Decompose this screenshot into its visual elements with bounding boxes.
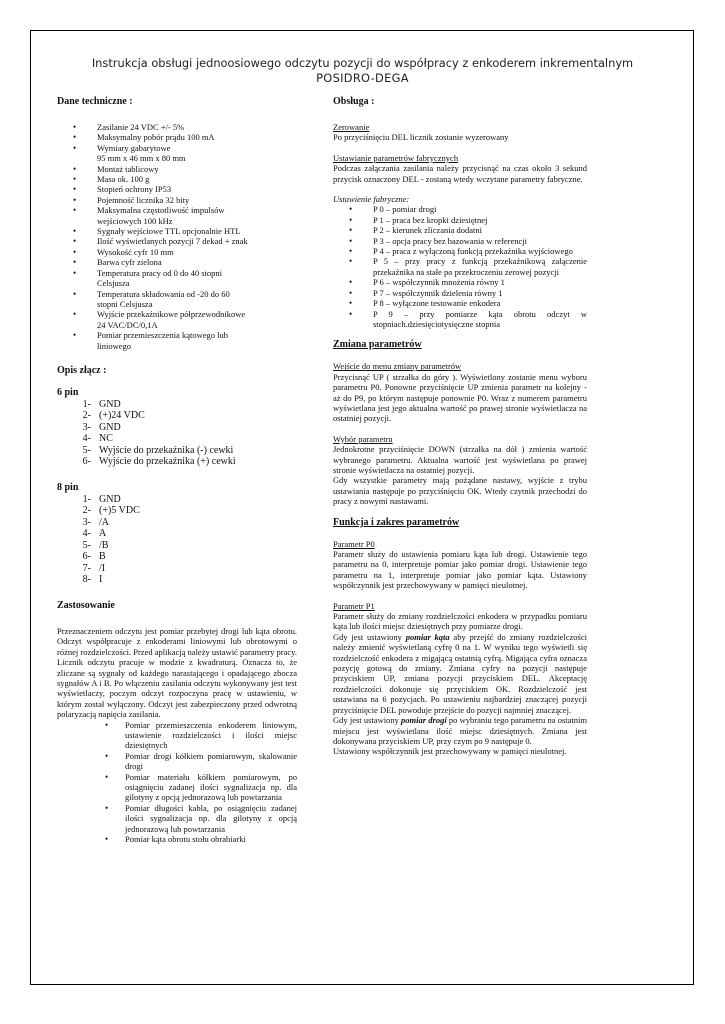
list-item: 6- Wyjście do przekaźnika (+) cewki: [82, 456, 236, 468]
list-item: 3- /A: [82, 516, 109, 528]
pin6-heading: 6 pin: [57, 386, 79, 398]
list-item: • P 1 – praca bez kropki dziesiętnej: [333, 215, 587, 225]
p1-text-memory: Ustawiony współczynnik jest przechowywany w pamięci nieulotnej.: [333, 746, 567, 757]
p1-text: Parametr służy do zmiany rozdzielczości enkodera w przypadku pomiaru kąta lub ilości miejsc dziesiętnych przy pomiarze drogi.: [333, 611, 587, 632]
list-item: 1- GND: [82, 493, 121, 505]
list-item: • P 4 – praca z wyłączoną funkcją przekaźnika wyjściowego: [333, 246, 587, 256]
list-item: • P 2 – kierunek zliczania dodatni: [333, 225, 587, 235]
p1-title: Parametr P1: [333, 600, 375, 611]
list-item: • Temperatura składowania od -20 do 60 stopni Celsjusza: [57, 289, 297, 310]
list-item: 7- /I: [82, 562, 106, 574]
pin8-heading: 8 pin: [57, 481, 79, 493]
change-params-heading: Zmiana parametrów: [333, 339, 422, 351]
list-item: • Ilość wyświetlanych pozycji 7 dekad + znak: [57, 236, 297, 246]
list-item: • Temperatura pracy od 0 do 40 stopni Celsjusza: [57, 268, 297, 289]
tech-heading: Dane techniczne :: [57, 96, 133, 107]
list-item: • P 7 – współczynnik dzielenia równy 1: [333, 288, 587, 298]
list-item: 8- I: [82, 574, 103, 586]
list-item: 4- A: [82, 528, 107, 540]
list-item: 4- NC: [82, 433, 113, 445]
list-item: 1- GND: [82, 398, 121, 410]
list-item: • Pomiar kąta obrotu stołu obrabiarki: [57, 834, 297, 844]
menu-text: Przycisnąć UP ( strzałka do góry ). Wyświetlony zostanie menu wyboru parametru P0. Ponowne przyciśnięcie UP zmienia parametr na kolejny - aż do P9, po którym następuje ponownie P0. Wraz z numerem parametru wyświetlana jest jego aktualna wartość po prawej stronie wyświetlacza na ostatniej pozycji.: [333, 371, 587, 424]
list-item: 5- Wyjście do przekaźnika (-) cewki: [82, 444, 234, 456]
list-item: • Pomiar materiału kółkiem pomiarowym, po osiągnięciu zadanej ilości sygnalizacja np. dla gilotyny z opcją jednorazową lub powtarzania: [57, 772, 297, 803]
list-item: 3- GND: [82, 421, 121, 433]
list-item: 2- (+)24 VDC: [82, 410, 145, 422]
choice-text: Jednokrotne przyciśnięcie DOWN (strzałka na dół ) zmienia wartość wybranego parametru. Aktualna wartość jest wyświetlana po prawej stronie wyświetlacza na ostatniej pozycji.: [333, 444, 587, 475]
right-column: [333, 96, 587, 757]
list-item: • Wymiary gabarytowe 95 mm x 46 mm x 80 mm: [57, 143, 297, 164]
tech-list: [57, 122, 297, 351]
list-item: • Stopień ochrony IP53: [57, 184, 297, 194]
list-item: • Montaż tablicowy: [57, 164, 297, 174]
factory-title: Ustawianie parametrów fabrycznych: [333, 152, 459, 163]
document-title: Instrukcja obsługi jednoosiowego odczytu pozycji do współpracy z enkoderem inkrementalnym: [91, 56, 634, 70]
use-heading: Zastosowanie: [57, 599, 115, 611]
connectors-heading: Opis złącz :: [57, 364, 107, 376]
operation-heading: Obsługa :: [333, 96, 375, 107]
factory-text: Podczas załączania zasilania należy przycisnąć na czas około 3 sekund przycisk oznaczony DEL - zostaną wtedy wczytane parametry fabryczne.: [333, 163, 587, 184]
list-item: • Zasilanie 24 VDC +/- 5%: [57, 122, 297, 132]
list-item: • Pomiar drogi kółkiem pomiarowym, skalowanie drogi: [57, 751, 297, 772]
list-item: 6- B: [82, 551, 106, 563]
pin8-list: [57, 494, 297, 586]
zero-title: Zerowanie: [333, 122, 370, 132]
use-list: [57, 720, 297, 845]
factory-list: [333, 204, 587, 329]
function-heading: Funkcja i zakres parametrów: [333, 516, 460, 528]
list-item: • Sygnały wejściowe TTL opcjonalnie HTL: [57, 226, 297, 236]
menu-title: Wejście do menu zmiany parametrów: [333, 361, 462, 372]
p1-text-distance: Gdy jest ustawiony pomiar drogi po wybraniu tego parametru na ostatnim miejscu jest wyświetlana ilość miejsc dziesiętnych. Zmiana jest dokonywana przyciskiem UP, przy czym po 9 następuje 0.: [333, 715, 587, 746]
list-item: • Pojemność licznika 32 bity: [57, 195, 297, 205]
list-item: • P 8 – wyłączone testowanie enkodera: [333, 298, 587, 308]
list-item: • P 0 – pomiar drogi: [333, 204, 587, 214]
pin6-list: [57, 399, 297, 468]
factory-list-title: Ustawienie fabryczne:: [333, 194, 410, 205]
list-item: 2- (+)5 VDC: [82, 505, 140, 517]
list-item: • Maksymalny pobór prądu 100 mA: [57, 132, 297, 142]
list-item: • P 5 – przy pracy z funkcją przekaźnikową załączenie przekaźnika na stałe po przekroczeniu zerowej pozycji: [333, 256, 587, 277]
list-item: • P 6 – współczynnik mnożenia równy 1: [333, 277, 587, 287]
zero-text: Po przyciśnięciu DEL licznik zostanie wyzerowany: [333, 132, 509, 143]
list-item: • Masa ok. 100 g: [57, 174, 297, 184]
list-item: • Pomiar długości kabla, po osiągnięciu zadanej ilości sygnalizacja np. dla gilotyny z opcją jednorazową lub powtarzania: [57, 803, 297, 834]
choice-title: Wybór parametru: [333, 433, 393, 444]
list-item: • Maksymalna częstotliwość impulsów wejściowych 100 kHz: [57, 205, 297, 226]
p0-title: Parametr P0: [333, 538, 375, 549]
list-item: • Wyjście przekaźnikowe półprzewodnikowe 24 VAC/DC/0,1A: [57, 309, 297, 330]
list-item: • Barwa cyfr zielona: [57, 257, 297, 267]
p0-text: Parametr służy do ustawienia pomiaru kąta lub drogi. Ustawienie tego parametru na 0, interpretuje pomiar jako pomiar drogi. Ustawienie tego parametru na 1, interpretuje pomiar jako pomiar kąta. Ustawiony współczynnik jest przechowywany w pamięci nieulotnej.: [333, 549, 587, 591]
list-item: • P 9 – przy pomiarze kąta obrotu odczyt w stopniach.dziesięciotysięczne stopnia: [333, 309, 587, 330]
list-item: • Pomiar przemieszczenia enkoderem liniowym, ustawienie rozdzielczości i ilości miejsc dziesiętnych: [57, 720, 297, 751]
left-column: [57, 96, 297, 844]
list-item: • Wysokość cyfr 10 mm: [57, 247, 297, 257]
use-paragraph: Przeznaczeniem odczytu jest pomiar przebytej drogi lub kąta obrotu. Odczyt współpracuje z enkoderami liniowymi lub obrotowymi o różnej rozdzielczości. Przed aplikacją należy ustawić parametry pracy. Licznik odczytu pracuje w modzie z kwadraturą. Oznacza to, że zliczane są sygnały od każdego narastającego i opadającego zbocza sygnałów A i B. Po włączeniu zasilania odczytu wykonywany jest test wyświetlaczy, poczym odczyt rozpoczyna pracę w ustawieniu, w którym został wyłączony. Odczyt jest zabezpieczony przed odwrotną polaryzacją napięcia zasilania.: [57, 625, 297, 720]
p1-text-angle: Gdy jest ustawiony pomiar kąta aby przejść do zmiany rozdzielczości należy zmienić wyświetlaną cyfrę 0 na 1. W wyniku tego wyświetli się rozdzielczość enkodera z migającą ostatnią cyfrą. Migająca cyfra oznacza pozycję gotową do zmiany. Zmiana cyfry na pozycji następuje przyciskiem UP, zmiana pozycji przyciskiem DEL. Akceptację rozdzielczości dokonuje się przyciskiem OK. Rozdzielczość jest ustawiana na 6 pozycjach. Po ustawieniu najbardziej znaczącej pozycji przyciśnięcie DEL powoduje przejście do pozycji najmniej znaczącej.: [333, 631, 587, 715]
document-subtitle: POSIDRO-DEGA: [316, 71, 409, 85]
list-item: • Pomiar przemieszczenia kątowego lub liniowego: [57, 330, 297, 351]
list-item: • P 3 – opcja pracy bez bazowania w referencji: [333, 236, 587, 246]
choice-text-2: Gdy wszystkie parametry mają pożądane nastawy, wyjście z trybu ustawiania następuje po przyciśnięciu OK. Wtedy czytnik przechodzi do pracy z nowymi nastawami.: [333, 475, 587, 507]
list-item: 5- /B: [82, 539, 109, 551]
